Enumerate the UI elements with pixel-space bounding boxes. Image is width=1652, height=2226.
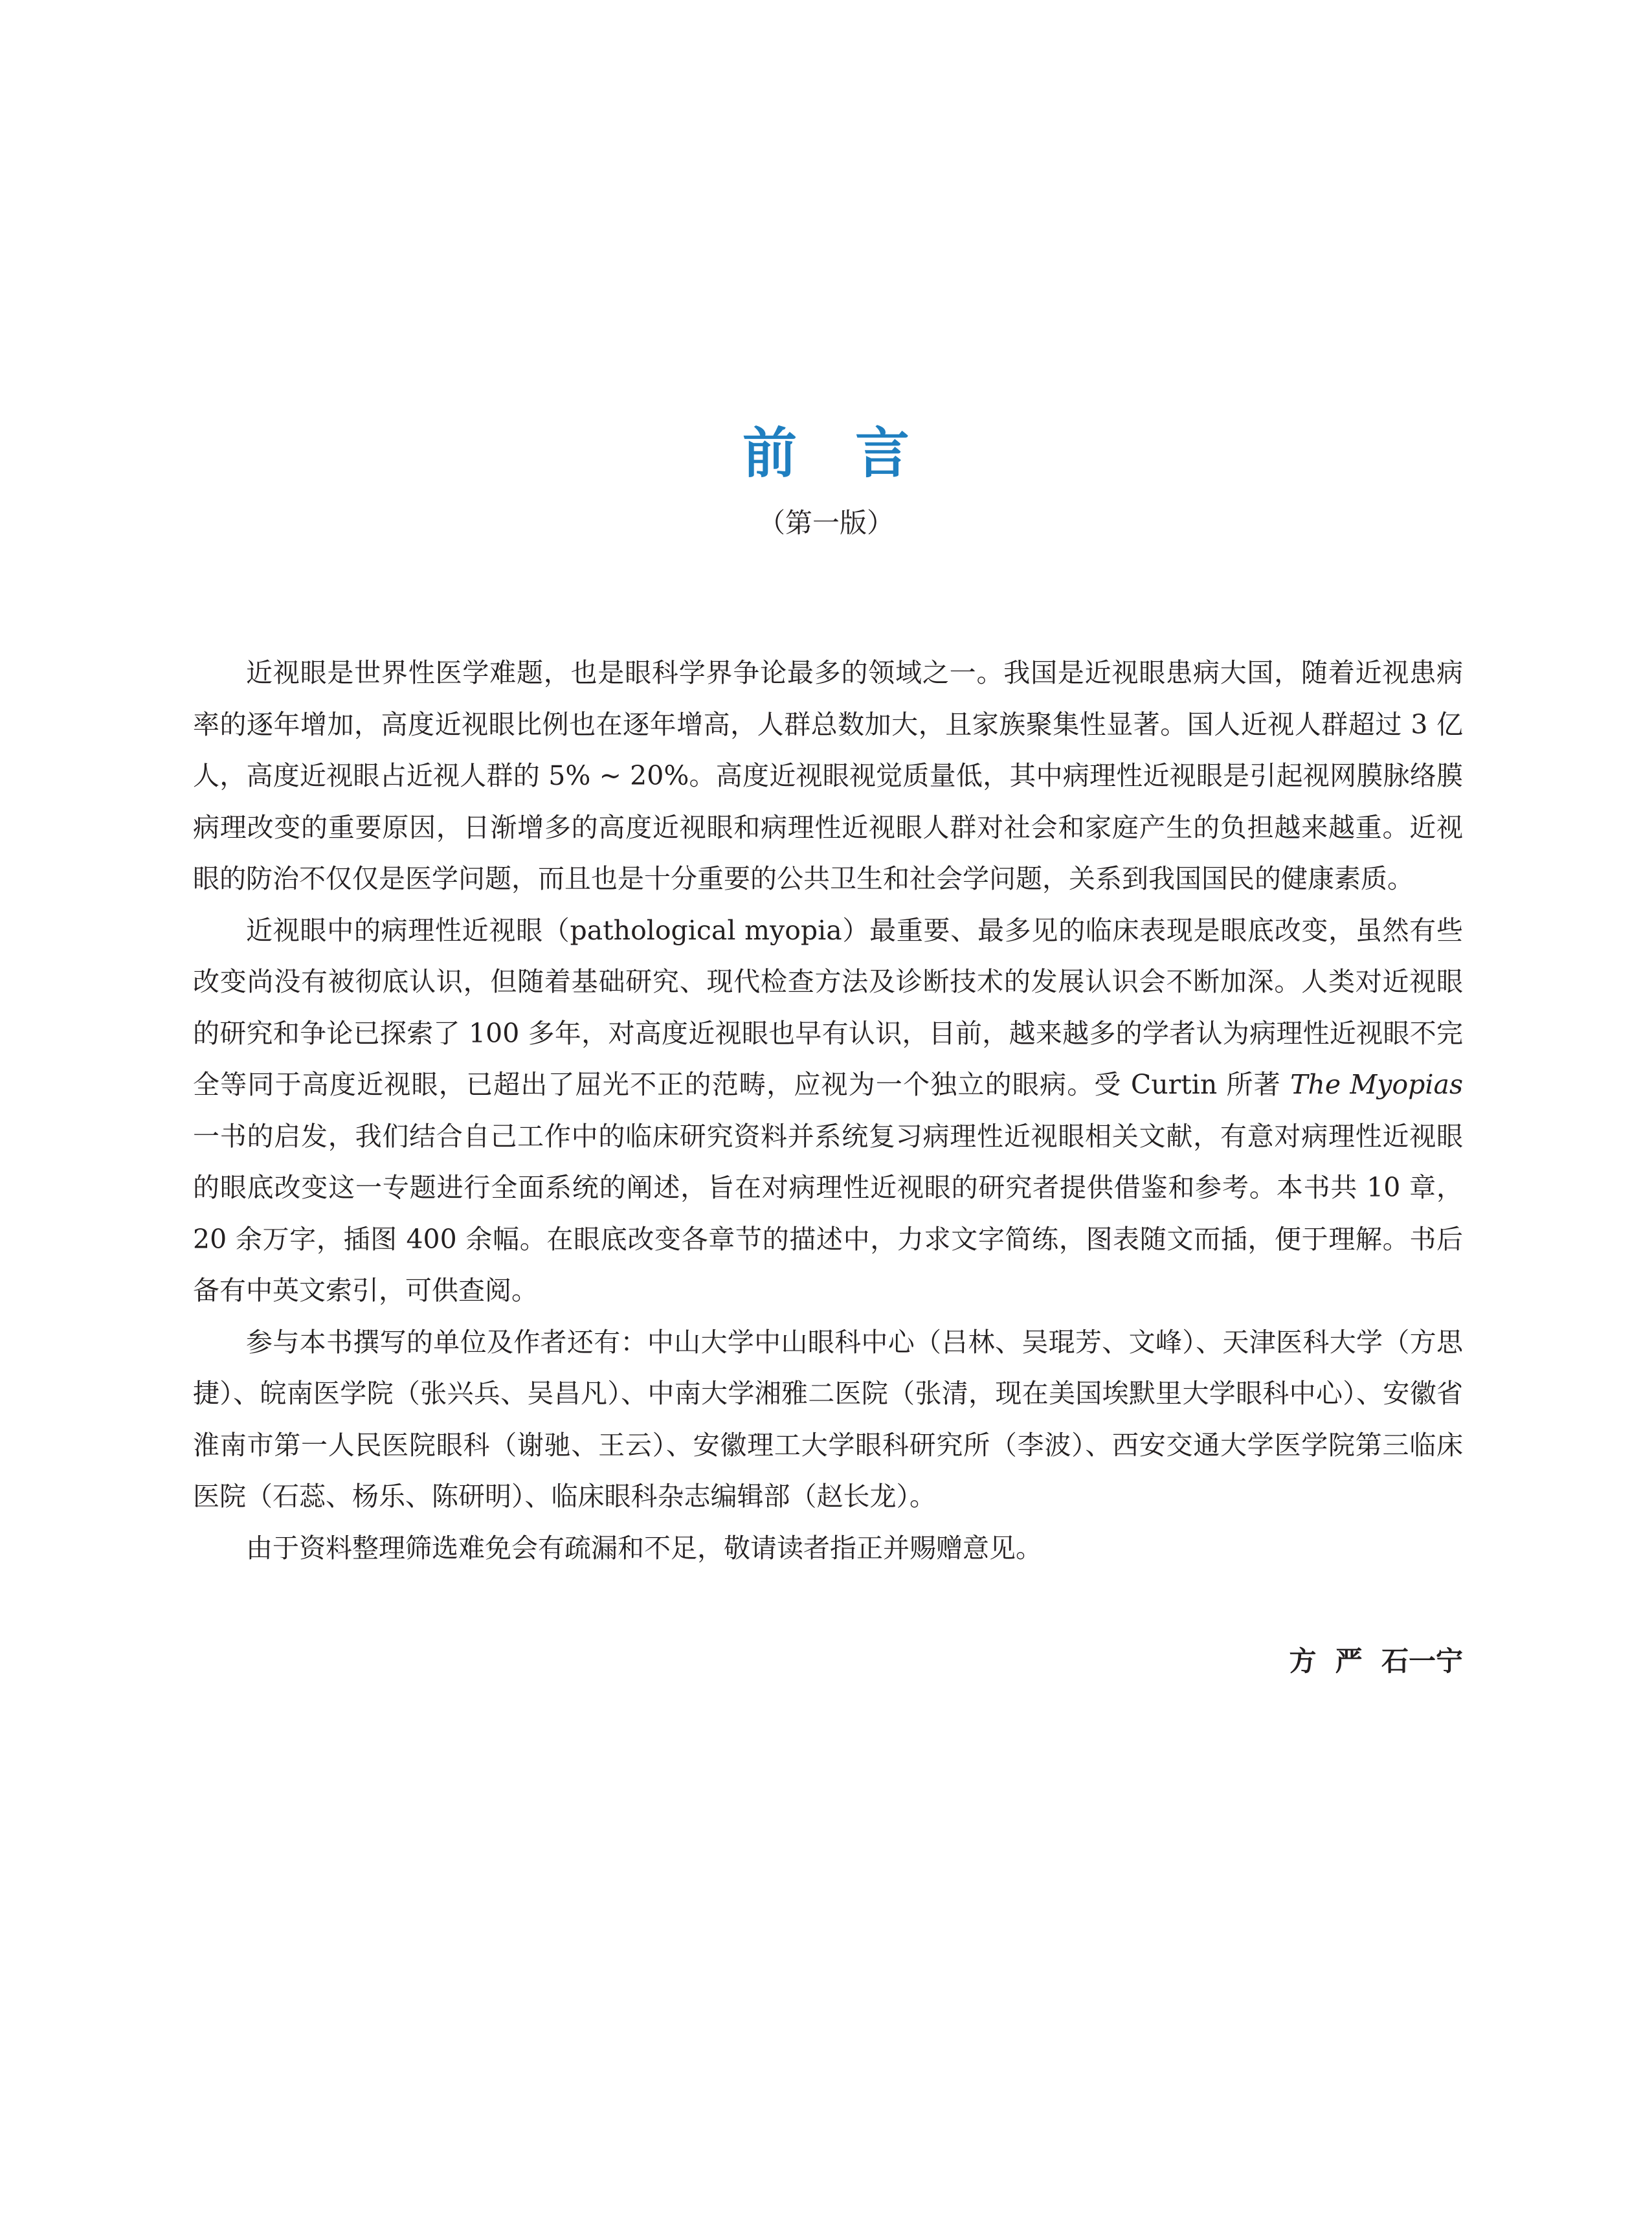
page-title: 前言 xyxy=(742,421,968,485)
paragraph-4: 由于资料整理筛选难免会有疏漏和不足，敬请读者指正并赐赠意见。 xyxy=(246,1532,1042,1564)
preface-body xyxy=(193,647,1463,1574)
edition-subtitle: （第一版） xyxy=(757,507,894,539)
paragraph-2-text: 近视眼中的病理性近视眼（pathological myopia）最重要、最多见的临床表现是眼底改变，虽然有些改变尚没有被彻底认识，但随着基础研究、现代检查方法及诊断技术的发展认识会不断加深。人类对近视眼的研究和争论已探索了 100 多年，对高度近视眼也早有认识，目前，越来越多的学者认为病理性近视眼不完全等同于高度近视眼，已超出了屈光不正的范畴，应视为一个独立的眼病。受 Curtin 所著 xyxy=(193,914,1463,1100)
book-title-italic: The Myopias xyxy=(1290,1069,1463,1100)
paragraph-3: 参与本书撰写的单位及作者还有：中山大学中山眼科中心（吕林、吴琨芳、文峰）、天津医科大学（方思捷）、皖南医学院（张兴兵、吴昌凡）、中南大学湘雅二医院（张清，现在美国埃默里大学眼科中心）、安徽省淮南市第一人民医院眼科（谢驰、王云）、安徽理工大学眼科研究所（李波）、西安交通大学医学院第三临床医院（石蕊、杨乐、陈研明）、临床眼科杂志编辑部（赵长龙）。 xyxy=(193,1326,1463,1512)
paragraph-2 xyxy=(193,905,1463,1317)
paragraph-2-rest: 一书的启发，我们结合自己工作中的临床研究资料并系统复习病理性近视眼相关文献，有意对病理性近视眼的眼底改变这一专题进行全面系统的阐述，旨在对病理性近视眼的研究者提供借鉴和参考。本书共 10 章，20 余万字，插图 400 余幅。在眼底改变各章节的描述中，力求文字简练，图表随文而插，便于理解。书后备有中英文索引，可供查阅。 xyxy=(193,1120,1463,1306)
author-signature: 方 严 石一宁 xyxy=(1289,1645,1463,1677)
paragraph-1: 近视眼是世界性医学难题，也是眼科学界争论最多的领域之一。我国是近视眼患病大国，随着近视患病率的逐年增加，高度近视眼比例也在逐年增高，人群总数加大，且家族聚集性显著。国人近视人群超过 3 亿人，高度近视眼占近视人群的 5% ~ 20%。高度近视眼视觉质量低，其中病理性近视眼是引起视网膜脉络膜病理改变的重要原因，日渐增多的高度近视眼和病理性近视眼人群对社会和家庭产生的负担越来越重。近视眼的防治不仅仅是医学问题，而且也是十分重要的公共卫生和社会学问题，关系到我国国民的健康素质。 xyxy=(193,657,1463,894)
